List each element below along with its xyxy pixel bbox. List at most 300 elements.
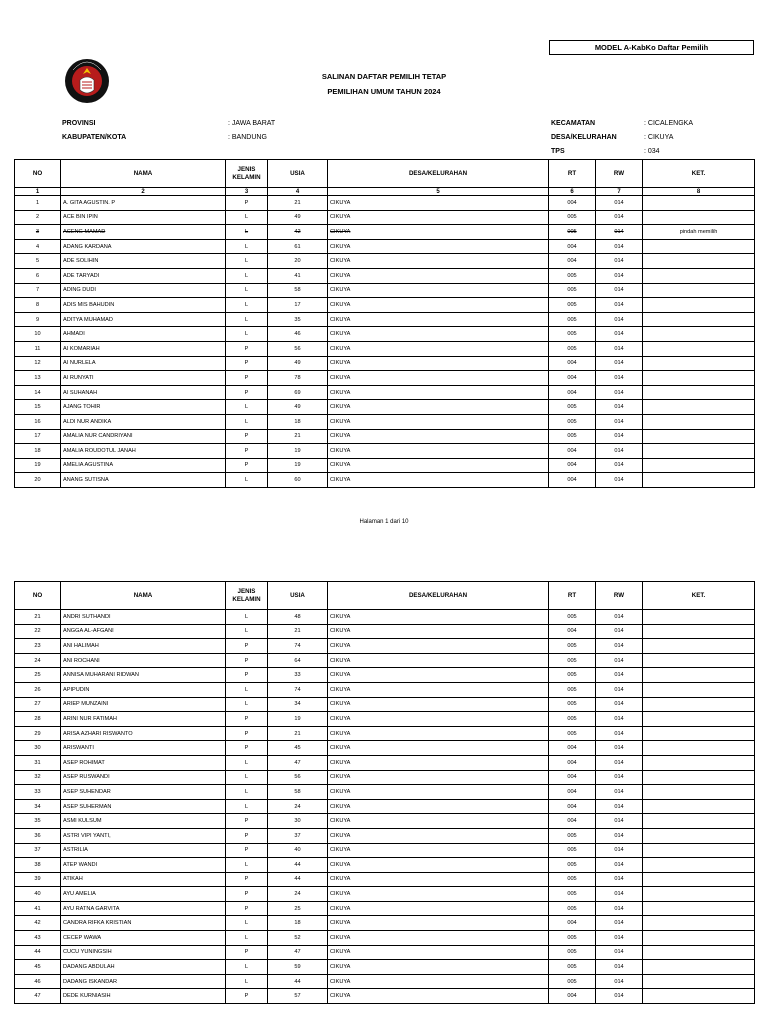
cell-rt: 005 (549, 843, 596, 858)
cell-no: 29 (15, 726, 61, 741)
table-row (15, 341, 755, 356)
cell-desa: CIKUYA (328, 458, 549, 473)
cell-jenis-kelamin: P (226, 887, 268, 902)
cell-ket (643, 697, 755, 712)
table-row (15, 931, 755, 946)
cell-jenis-kelamin: L (226, 225, 268, 240)
cell-nama: ANI HALIMAH (61, 639, 226, 654)
cell-nama: ANDRI SUTHANDI (61, 610, 226, 625)
cell-nama: ALDI NUR ANDIKA (61, 414, 226, 429)
cell-nama: ADE SOLIHIN (61, 254, 226, 269)
table-row (15, 254, 755, 269)
cell-rw: 014 (596, 196, 643, 211)
cell-rw: 014 (596, 828, 643, 843)
cell-rt: 005 (549, 974, 596, 989)
table-row (15, 960, 755, 975)
cell-ket (643, 371, 755, 386)
cell-usia: 17 (268, 298, 328, 313)
cell-rw: 014 (596, 858, 643, 873)
cell-jenis-kelamin: P (226, 828, 268, 843)
cell-rw: 014 (596, 682, 643, 697)
cell-nama: ARISWANTI (61, 741, 226, 756)
cell-rt: 005 (549, 931, 596, 946)
cell-rw: 014 (596, 429, 643, 444)
cell-nama: ANANG SUTISNA (61, 473, 226, 488)
cell-jenis-kelamin: L (226, 327, 268, 342)
cell-no: 12 (15, 356, 61, 371)
cell-nama: APIPUDIN (61, 682, 226, 697)
cell-jenis-kelamin: L (226, 858, 268, 873)
cell-usia: 21 (268, 196, 328, 211)
cell-rw: 014 (596, 473, 643, 488)
cell-rt: 004 (549, 444, 596, 459)
cell-desa: CIKUYA (328, 429, 549, 444)
table-row (15, 473, 755, 488)
cell-jenis-kelamin: L (226, 312, 268, 327)
cell-no: 3 (15, 225, 61, 240)
voter-table-page-1 (14, 159, 755, 488)
col-number: 8 (643, 188, 755, 196)
cell-ket (643, 668, 755, 683)
cell-ket (643, 828, 755, 843)
table-row (15, 828, 755, 843)
cell-no: 26 (15, 682, 61, 697)
cell-jenis-kelamin: P (226, 371, 268, 386)
cell-nama: AI NURLELA (61, 356, 226, 371)
cell-rw: 014 (596, 327, 643, 342)
cell-jenis-kelamin: L (226, 799, 268, 814)
cell-rt: 005 (549, 414, 596, 429)
cell-usia: 21 (268, 726, 328, 741)
cell-nama: ARINI NUR FATIMAH (61, 712, 226, 727)
table-row (15, 298, 755, 313)
cell-jenis-kelamin: L (226, 682, 268, 697)
cell-usia: 48 (268, 610, 328, 625)
cell-rw: 014 (596, 887, 643, 902)
col-header-usia: USIA (268, 160, 328, 188)
cell-nama: ACE BIN IPIN (61, 210, 226, 225)
cell-ket (643, 429, 755, 444)
cell-nama: ASMI KULSUM (61, 814, 226, 829)
cell-usia: 24 (268, 887, 328, 902)
cell-ket (643, 639, 755, 654)
table-row (15, 225, 755, 240)
cell-nama: CUCU YUNINGSIH (61, 945, 226, 960)
cell-usia: 74 (268, 682, 328, 697)
cell-jenis-kelamin: P (226, 843, 268, 858)
table-row (15, 901, 755, 916)
cell-jenis-kelamin: L (226, 785, 268, 800)
table-row (15, 327, 755, 342)
table-row (15, 668, 755, 683)
cell-ket (643, 974, 755, 989)
col-header-nama: NAMA (61, 160, 226, 188)
cell-nama: ASEP SUHENDAR (61, 785, 226, 800)
cell-no: 2 (15, 210, 61, 225)
cell-usia: 58 (268, 785, 328, 800)
cell-rw: 014 (596, 385, 643, 400)
cell-desa: CIKUYA (328, 828, 549, 843)
cell-ket (643, 298, 755, 313)
cell-rw: 014 (596, 356, 643, 371)
cell-no: 1 (15, 196, 61, 211)
cell-jenis-kelamin: P (226, 945, 268, 960)
cell-desa: CIKUYA (328, 974, 549, 989)
cell-no: 42 (15, 916, 61, 931)
cell-usia: 74 (268, 639, 328, 654)
desa-label: DESA/KELURAHAN (551, 134, 617, 141)
cell-nama: ATEP WANDI (61, 858, 226, 873)
cell-jenis-kelamin: P (226, 444, 268, 459)
cell-nama: ADANG KARDANA (61, 239, 226, 254)
cell-desa: CIKUYA (328, 371, 549, 386)
cell-no: 39 (15, 872, 61, 887)
cell-nama: ANI ROCHANI (61, 653, 226, 668)
cell-no: 19 (15, 458, 61, 473)
col-header-desa: DESA/KELURAHAN (328, 160, 549, 188)
table-row (15, 268, 755, 283)
cell-nama: ASEP RUSWANDI (61, 770, 226, 785)
cell-desa: CIKUYA (328, 341, 549, 356)
cell-jenis-kelamin: P (226, 901, 268, 916)
cell-rw: 014 (596, 210, 643, 225)
cell-rw: 014 (596, 653, 643, 668)
cell-desa: CIKUYA (328, 268, 549, 283)
cell-rt: 005 (549, 400, 596, 415)
cell-desa: CIKUYA (328, 916, 549, 931)
cell-usia: 49 (268, 210, 328, 225)
cell-no: 17 (15, 429, 61, 444)
cell-nama: AHMADI (61, 327, 226, 342)
cell-no: 40 (15, 887, 61, 902)
cell-desa: CIKUYA (328, 858, 549, 873)
cell-rt: 005 (549, 872, 596, 887)
cell-rw: 014 (596, 639, 643, 654)
cell-no: 7 (15, 283, 61, 298)
cell-jenis-kelamin: L (226, 610, 268, 625)
cell-jenis-kelamin: L (226, 210, 268, 225)
cell-usia: 59 (268, 960, 328, 975)
cell-no: 5 (15, 254, 61, 269)
cell-usia: 49 (268, 356, 328, 371)
cell-desa: CIKUYA (328, 210, 549, 225)
kpu-logo (63, 52, 111, 110)
cell-usia: 56 (268, 341, 328, 356)
table-row (15, 414, 755, 429)
cell-usia: 18 (268, 916, 328, 931)
cell-jenis-kelamin: L (226, 400, 268, 415)
cell-ket (643, 653, 755, 668)
cell-no: 27 (15, 697, 61, 712)
cell-rw: 014 (596, 726, 643, 741)
cell-nama: AI SUHANAH (61, 385, 226, 400)
cell-jenis-kelamin: P (226, 356, 268, 371)
cell-ket (643, 385, 755, 400)
cell-desa: CIKUYA (328, 473, 549, 488)
cell-rt: 004 (549, 239, 596, 254)
cell-rt: 005 (549, 887, 596, 902)
cell-jenis-kelamin: L (226, 239, 268, 254)
cell-no: 38 (15, 858, 61, 873)
cell-no: 9 (15, 312, 61, 327)
cell-rw: 014 (596, 697, 643, 712)
cell-rt: 005 (549, 327, 596, 342)
cell-desa: CIKUYA (328, 444, 549, 459)
cell-rt: 004 (549, 785, 596, 800)
cell-usia: 69 (268, 385, 328, 400)
cell-ket (643, 989, 755, 1004)
cell-rt: 004 (549, 356, 596, 371)
cell-desa: CIKUYA (328, 799, 549, 814)
cell-jenis-kelamin: L (226, 770, 268, 785)
desa-value: : CIKUYA (644, 134, 674, 141)
cell-rw: 014 (596, 610, 643, 625)
cell-rt: 005 (549, 341, 596, 356)
cell-nama: ATIKAH (61, 872, 226, 887)
table-row (15, 726, 755, 741)
cell-rt: 004 (549, 254, 596, 269)
cell-no: 16 (15, 414, 61, 429)
cell-ket (643, 799, 755, 814)
table-row (15, 872, 755, 887)
cell-desa: CIKUYA (328, 697, 549, 712)
cell-desa: CIKUYA (328, 755, 549, 770)
cell-usia: 46 (268, 327, 328, 342)
cell-nama: ARIEP MUNZAINI (61, 697, 226, 712)
column-number-row (15, 188, 755, 196)
cell-desa: CIKUYA (328, 741, 549, 756)
cell-desa: CIKUYA (328, 712, 549, 727)
cell-desa: CIKUYA (328, 901, 549, 916)
table-row (15, 799, 755, 814)
cell-rw: 014 (596, 872, 643, 887)
cell-rw: 014 (596, 444, 643, 459)
cell-desa: CIKUYA (328, 254, 549, 269)
cell-nama: ADIS MIS BAHUDIN (61, 298, 226, 313)
cell-no: 20 (15, 473, 61, 488)
cell-rt: 005 (549, 697, 596, 712)
cell-desa: CIKUYA (328, 239, 549, 254)
cell-usia: 47 (268, 945, 328, 960)
cell-usia: 20 (268, 254, 328, 269)
cell-usia: 49 (268, 400, 328, 415)
provinsi-value: : JAWA BARAT (228, 120, 276, 127)
cell-jenis-kelamin: P (226, 341, 268, 356)
tps-label: TPS (551, 148, 565, 155)
cell-desa: CIKUYA (328, 298, 549, 313)
cell-ket (643, 755, 755, 770)
cell-ket (643, 356, 755, 371)
table-row (15, 210, 755, 225)
cell-usia: 18 (268, 414, 328, 429)
cell-usia: 60 (268, 473, 328, 488)
cell-rt: 004 (549, 741, 596, 756)
cell-rt: 005 (549, 960, 596, 975)
col-number: 4 (268, 188, 328, 196)
cell-no: 6 (15, 268, 61, 283)
cell-nama: DEDE KURNIASIH (61, 989, 226, 1004)
cell-rt: 005 (549, 668, 596, 683)
cell-usia: 19 (268, 458, 328, 473)
cell-ket (643, 610, 755, 625)
cell-no: 24 (15, 653, 61, 668)
cell-ket (643, 473, 755, 488)
cell-desa: CIKUYA (328, 414, 549, 429)
cell-jenis-kelamin: L (226, 624, 268, 639)
cell-ket (643, 872, 755, 887)
cell-rt: 004 (549, 799, 596, 814)
cell-no: 45 (15, 960, 61, 975)
table-row (15, 814, 755, 829)
cell-rw: 014 (596, 458, 643, 473)
cell-nama: ASTRILIA (61, 843, 226, 858)
cell-rt: 004 (549, 770, 596, 785)
cell-rw: 014 (596, 624, 643, 639)
cell-jenis-kelamin: P (226, 429, 268, 444)
cell-rt: 005 (549, 682, 596, 697)
cell-rw: 014 (596, 785, 643, 800)
cell-rw: 014 (596, 916, 643, 931)
cell-desa: CIKUYA (328, 785, 549, 800)
cell-ket (643, 254, 755, 269)
cell-usia: 56 (268, 770, 328, 785)
cell-jenis-kelamin: L (226, 414, 268, 429)
cell-ket (643, 726, 755, 741)
cell-desa: CIKUYA (328, 327, 549, 342)
cell-ket: pindah memilih (643, 225, 755, 240)
cell-rt: 005 (549, 639, 596, 654)
cell-jenis-kelamin: P (226, 741, 268, 756)
cell-ket (643, 283, 755, 298)
col-header-rw: RW (596, 160, 643, 188)
cell-rt: 005 (549, 210, 596, 225)
table-row (15, 989, 755, 1004)
cell-no: 43 (15, 931, 61, 946)
table-row (15, 639, 755, 654)
cell-nama: AYU RATNA GARVITA (61, 901, 226, 916)
cell-desa: CIKUYA (328, 624, 549, 639)
cell-rt: 005 (549, 945, 596, 960)
cell-no: 14 (15, 385, 61, 400)
cell-no: 15 (15, 400, 61, 415)
cell-desa: CIKUYA (328, 283, 549, 298)
page-footer: Halaman 1 dari 10 (359, 519, 409, 525)
cell-rw: 014 (596, 960, 643, 975)
cell-desa: CIKUYA (328, 945, 549, 960)
cell-ket (643, 960, 755, 975)
cell-usia: 58 (268, 283, 328, 298)
cell-jenis-kelamin: L (226, 254, 268, 269)
document-title: SALINAN DAFTAR PEMILIH TETAP (321, 72, 447, 81)
col-header-nama: NAMA (61, 582, 226, 610)
cell-usia: 33 (268, 668, 328, 683)
kabupaten-value: : BANDUNG (228, 134, 267, 141)
cell-no: 47 (15, 989, 61, 1004)
provinsi-label: PROVINSI (62, 120, 96, 127)
cell-desa: CIKUYA (328, 843, 549, 858)
cell-nama: ANGGA AL-AFGANI (61, 624, 226, 639)
cell-usia: 19 (268, 712, 328, 727)
cell-no: 34 (15, 799, 61, 814)
col-header-ket: KET. (643, 582, 755, 610)
cell-rw: 014 (596, 770, 643, 785)
table-row (15, 653, 755, 668)
tps-value: : 034 (644, 148, 660, 155)
cell-ket (643, 444, 755, 459)
cell-ket (643, 843, 755, 858)
cell-desa: CIKUYA (328, 814, 549, 829)
col-number: 1 (15, 188, 61, 196)
cell-rw: 014 (596, 989, 643, 1004)
col-header-usia: USIA (268, 582, 328, 610)
cell-rw: 014 (596, 755, 643, 770)
cell-nama: AYU AMELIA (61, 887, 226, 902)
table-row (15, 371, 755, 386)
cell-rt: 004 (549, 755, 596, 770)
cell-usia: 40 (268, 843, 328, 858)
cell-jenis-kelamin: L (226, 931, 268, 946)
cell-no: 41 (15, 901, 61, 916)
cell-ket (643, 785, 755, 800)
cell-no: 11 (15, 341, 61, 356)
cell-desa: CIKUYA (328, 668, 549, 683)
table-row (15, 916, 755, 931)
cell-nama: A. GITA AGUSTIN. P (61, 196, 226, 211)
table-row (15, 887, 755, 902)
kecamatan-value: : CICALENGKA (644, 120, 694, 127)
cell-ket (643, 327, 755, 342)
cell-ket (643, 341, 755, 356)
table-row (15, 682, 755, 697)
cell-desa: CIKUYA (328, 931, 549, 946)
cell-usia: 35 (268, 312, 328, 327)
cell-desa: CIKUYA (328, 385, 549, 400)
cell-nama: ADITYA MUHAMAD (61, 312, 226, 327)
cell-no: 28 (15, 712, 61, 727)
cell-rw: 014 (596, 298, 643, 313)
cell-nama: ANNISA MUHARANI RIDWAN (61, 668, 226, 683)
cell-no: 25 (15, 668, 61, 683)
cell-usia: 61 (268, 239, 328, 254)
cell-usia: 45 (268, 741, 328, 756)
table-row (15, 283, 755, 298)
cell-rt: 005 (549, 901, 596, 916)
cell-rt: 005 (549, 312, 596, 327)
cell-desa: CIKUYA (328, 989, 549, 1004)
cell-nama: AJANG TOHIR (61, 400, 226, 415)
cell-rt: 004 (549, 473, 596, 488)
col-header-rt: RT (549, 582, 596, 610)
kabupaten-label: KABUPATEN/KOTA (62, 134, 127, 141)
cell-jenis-kelamin: L (226, 916, 268, 931)
cell-rt: 004 (549, 989, 596, 1004)
cell-nama: AI KOMARIAH (61, 341, 226, 356)
cell-jenis-kelamin: P (226, 989, 268, 1004)
table-row (15, 858, 755, 873)
cell-ket (643, 268, 755, 283)
cell-nama: CANDRA RIFKA KRISTIAN (61, 916, 226, 931)
cell-desa: CIKUYA (328, 653, 549, 668)
cell-rt: 004 (549, 916, 596, 931)
col-number: 7 (596, 188, 643, 196)
cell-rw: 014 (596, 254, 643, 269)
col-number: 5 (328, 188, 549, 196)
cell-usia: 47 (268, 755, 328, 770)
cell-no: 44 (15, 945, 61, 960)
cell-rt: 005 (549, 653, 596, 668)
cell-jenis-kelamin: P (226, 726, 268, 741)
table-row (15, 712, 755, 727)
